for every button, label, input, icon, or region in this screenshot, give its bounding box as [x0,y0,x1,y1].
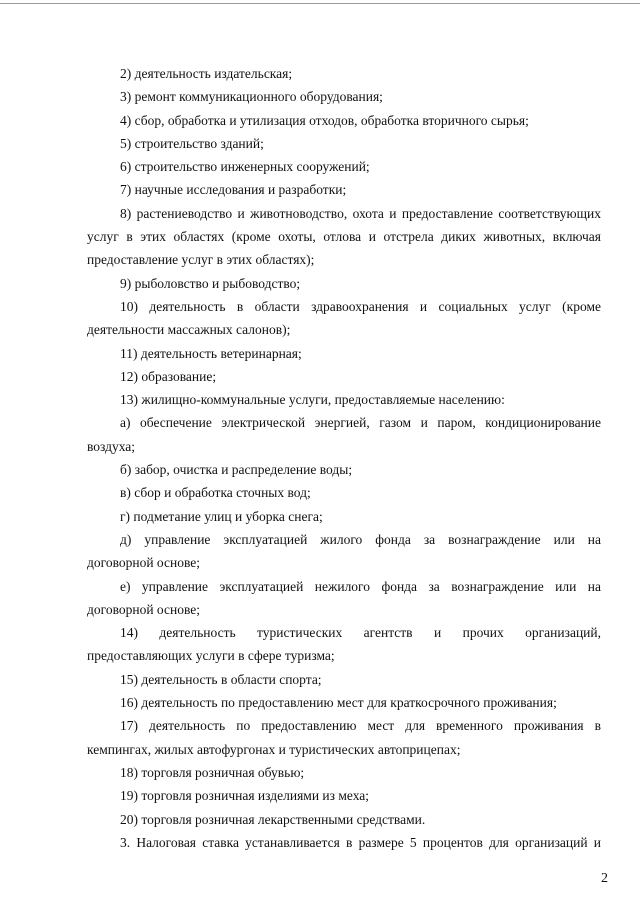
text-line: договорной основе; [87,555,201,571]
list-item: 4) сбор, обработка и утилизация отходов, обработка вторичного сырья; [120,112,529,128]
list-item: 7) научные исследования и разработки; [120,182,347,198]
list-item: в) сбор и обработка сточных вод; [120,485,311,501]
text-line: кемпингах, жилых автофургонах и туристических автоприцепах; [87,741,461,757]
list-item: 11) деятельность ветеринарная; [120,345,302,361]
text-line: д) управление эксплуатацией жилого фонда за вознаграждение или на [120,531,601,547]
list-item: г) подметание улиц и уборка снега; [120,508,323,524]
list-item [87,621,601,668]
list-item: 13) жилищно-коммунальные услуги, предоставляемые населению: [120,392,505,408]
list-item: 12) образование; [120,368,217,384]
text-line: предоставляющих услуги в сфере туризма; [87,648,335,664]
text-line: 8) растениеводство и животноводство, охота и предоставление соответствующих [120,205,601,221]
list-item [87,202,601,272]
list-item: 9) рыболовство и рыбоводство; [120,275,301,291]
list-item: 2) деятельность издательская; [120,66,293,81]
paragraph: 3. Налоговая ставка устанавливается в размере 5 процентов для организаций и [120,834,601,850]
list-item: 3) ремонт коммуникационного оборудования; [120,89,383,105]
text-line: е) управление эксплуатацией нежилого фонда за вознаграждение или на [120,578,601,594]
text-line: предоставление услуг в этих областях); [87,252,315,268]
text-line: 17) деятельность по предоставлению мест для временного проживания в [120,718,601,734]
list-item: 15) деятельность в области спорта; [120,671,322,687]
list-item: 19) торговля розничная изделиями из меха; [120,788,370,804]
list-item: 5) строительство зданий; [120,135,264,151]
list-item [87,295,601,342]
text-line: 14) деятельность туристических агентств и прочих организаций, [120,625,601,641]
text-line: деятельности массажных салонов); [87,322,291,338]
list-item [87,575,601,622]
list-item: 6) строительство инженерных сооружений; [120,159,370,175]
text-line: договорной основе; [87,601,201,617]
list-item: б) забор, очистка и распределение воды; [120,462,353,478]
list-item [87,411,601,458]
top-divider [0,3,640,4]
list-item: 18) торговля розничная обувью; [120,764,305,780]
text-line: а) обеспечение электрической энергией, газом и паром, кондиционирование [120,415,601,431]
text-line: услуг в этих областях (кроме охоты, отлова и отстрела диких животных, включая [87,229,601,245]
page-number: 2 [601,871,608,886]
text-line: 10) деятельность в области здравоохранения и социальных услуг (кроме [120,298,601,314]
list-item: 16) деятельность по предоставлению мест для краткосрочного проживания; [120,695,557,711]
list-item [87,714,601,761]
text-line: воздуха; [87,438,136,454]
document-body [87,62,601,854]
list-item: 20) торговля розничная лекарственными средствами. [120,811,426,827]
list-item [87,528,601,575]
